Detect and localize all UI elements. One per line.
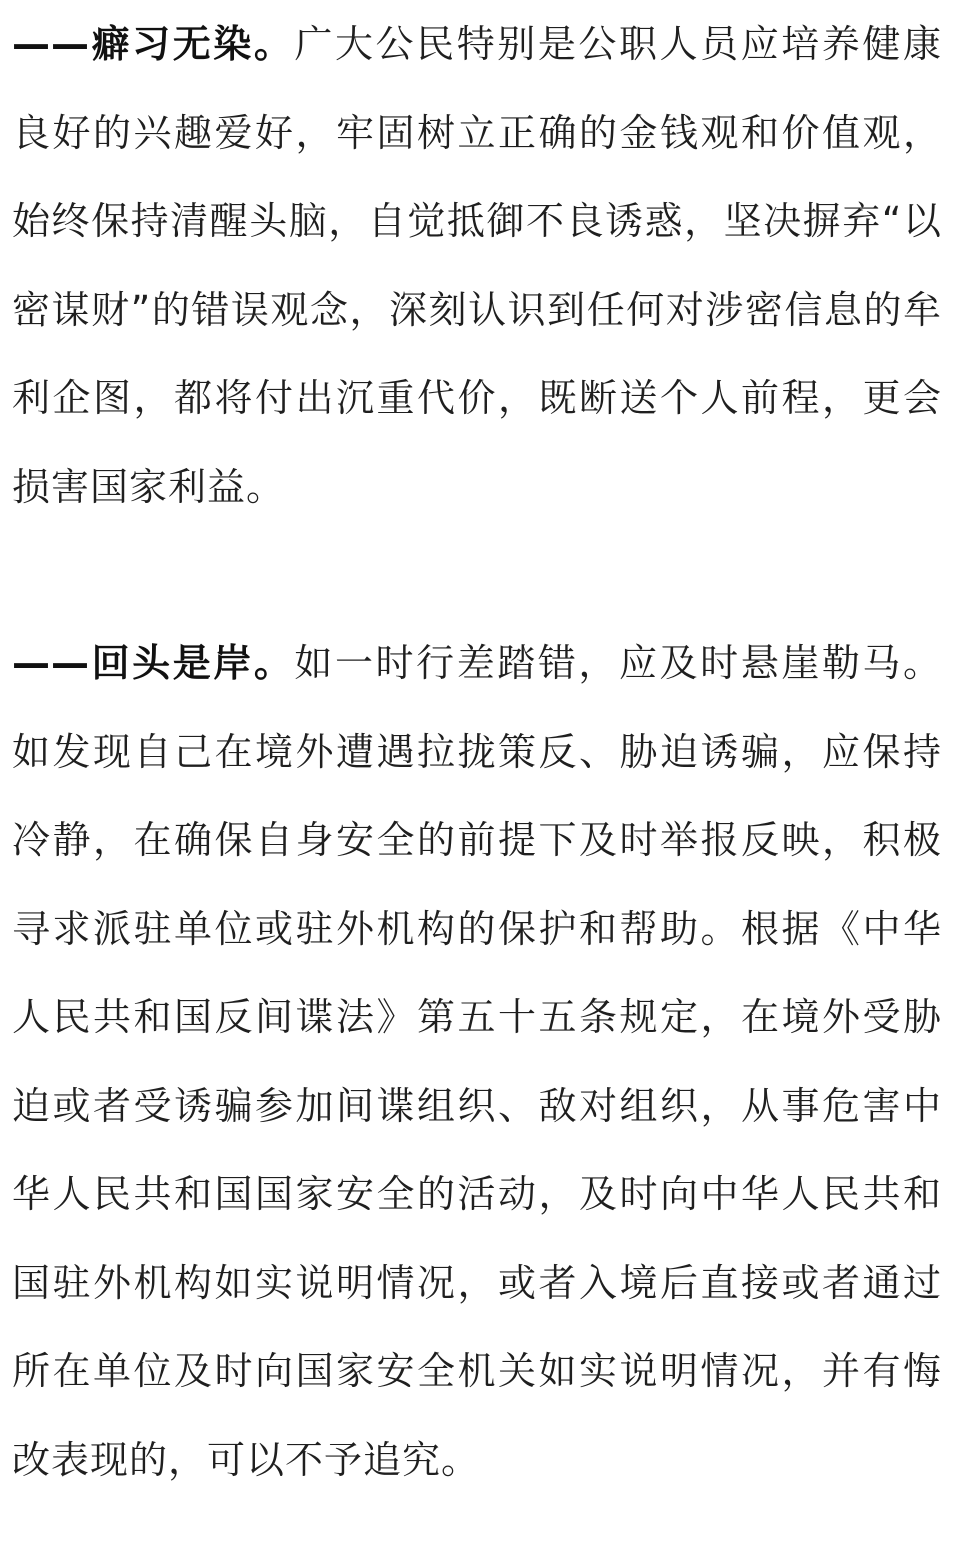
paragraph-heading: ——癖习无染。 (12, 22, 295, 66)
paragraph-text: 广大公民特别是公职人员应培养健康良好的兴趣爱好，牢固树立正确的金钱观和价值观，始终保持清醒头脑，自觉抵御不良诱惑，坚决摒弃“以密谋财”的错误观念，深刻认识到任何对涉密信息的牟利企图，都将付出沉重代价，既断送个人前程，更会损害国家利益。 (12, 22, 942, 509)
paragraph-heading: ——回头是岸。 (12, 641, 295, 685)
article-body (12, 0, 942, 1504)
paragraph-habits (12, 0, 942, 531)
paragraph-text: 如一时行差踏错，应及时悬崖勒马。如发现自己在境外遭遇拉拢策反、胁迫诱骗，应保持冷静，在确保自身安全的前提下及时举报反映，积极寻求派驻单位或驻外机构的保护和帮助。根据《中华人民共和国反间谍法》第五十五条规定，在境外受胁迫或者受诱骗参加间谍组织、敌对组织，从事危害中华人民共和国国家安全的活动，及时向中华人民共和国驻外机构如实说明情况，或者入境后直接或者通过所在单位及时向国家安全机关如实说明情况，并有悔改表现的，可以不予追究。 (12, 641, 942, 1482)
paragraph-turn-back (12, 619, 942, 1504)
